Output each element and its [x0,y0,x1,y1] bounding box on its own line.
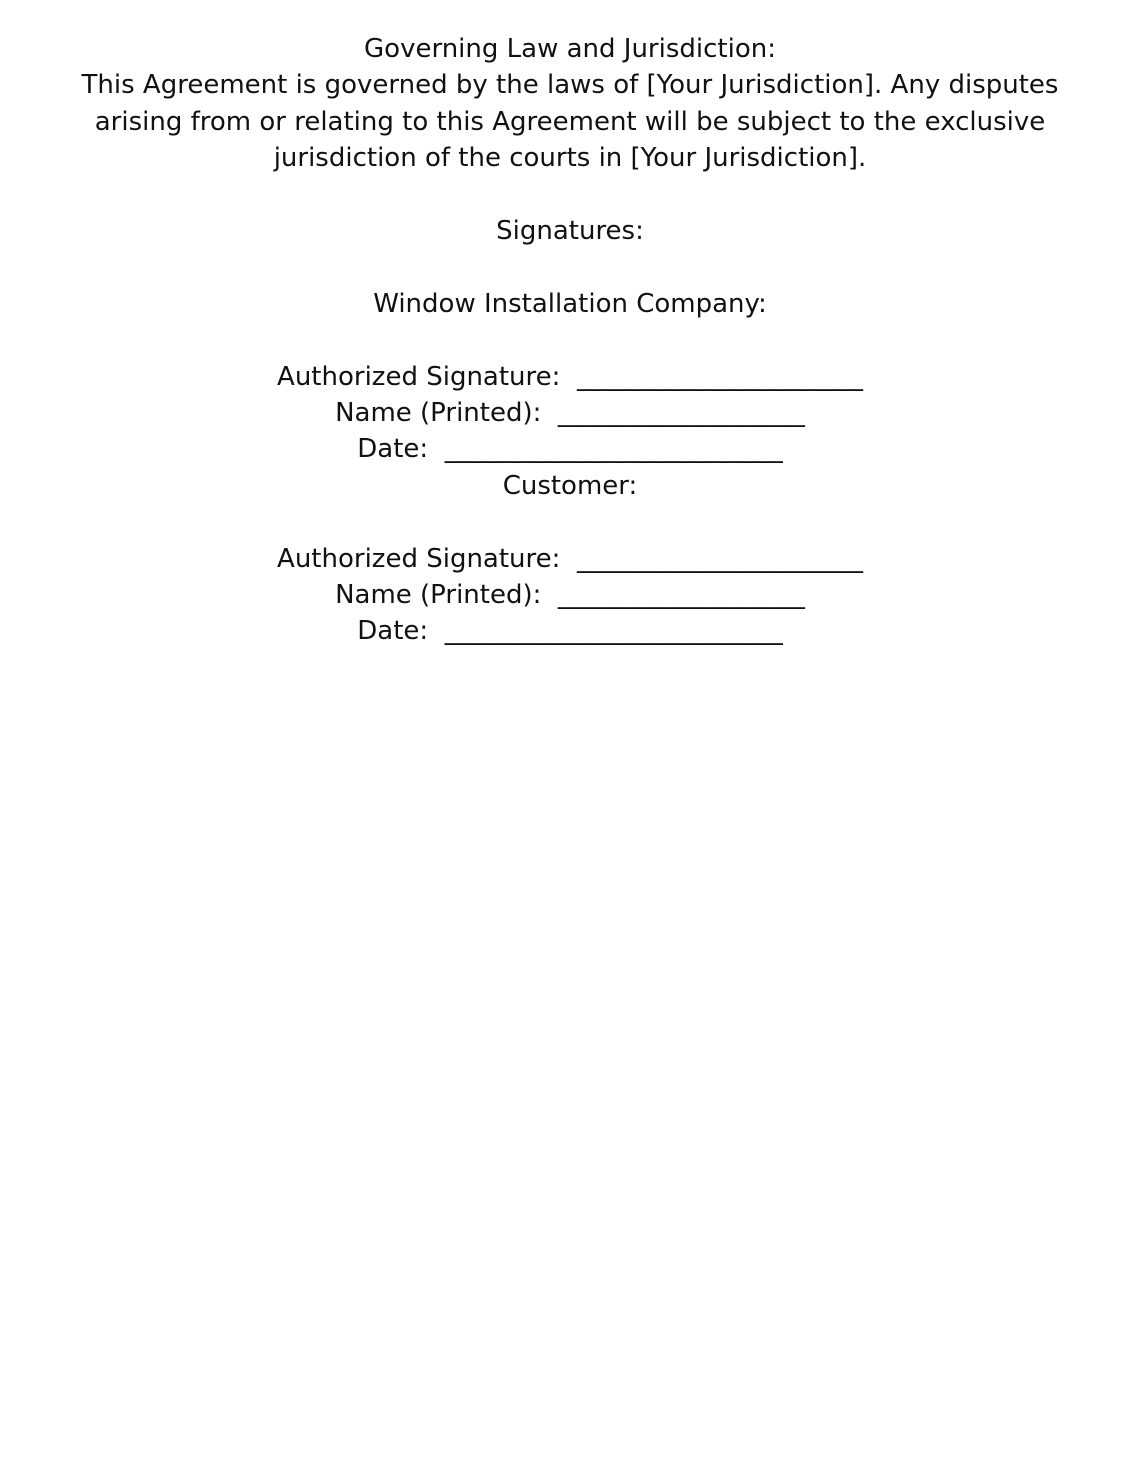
spacer [40,249,1100,285]
customer-name-label: Name (Printed): [335,580,550,611]
governing-law-body: This Agreement is governed by the laws of [Your Jurisdiction]. Any disputes arising from or relating to this Agreement will be subject to the exclusive jurisdiction of the courts in [Your Jurisdiction]. [81,70,1059,174]
spacer [40,177,1100,213]
customer-date-blank[interactable]: __________________________ [444,616,783,647]
spacer [40,504,1100,540]
governing-law-heading: Governing Law and Jurisdiction: [364,34,776,64]
document-content [40,31,1100,650]
company-heading: Window Installation Company: [373,288,767,319]
company-date-field [40,431,1100,467]
company-signature-field [40,359,1100,395]
customer-date-field [40,613,1100,649]
company-signature-label: Authorized Signature: [277,361,569,392]
spacer [40,322,1100,358]
customer-signature-field [40,541,1100,577]
company-name-blank[interactable]: ___________________ [557,398,805,429]
customer-signature-blank[interactable]: ______________________ [576,543,863,574]
signatures-heading: Signatures: [496,216,644,247]
company-date-label: Date: [357,434,437,465]
customer-signature-label: Authorized Signature: [277,543,569,574]
customer-heading: Customer: [502,470,638,501]
company-date-blank[interactable]: __________________________ [444,434,783,465]
customer-date-label: Date: [357,616,437,647]
customer-name-field [40,577,1100,613]
company-signature-blank[interactable]: ______________________ [576,361,863,392]
company-name-label: Name (Printed): [335,398,550,429]
customer-name-blank[interactable]: ___________________ [557,580,805,611]
company-name-field [40,395,1100,431]
